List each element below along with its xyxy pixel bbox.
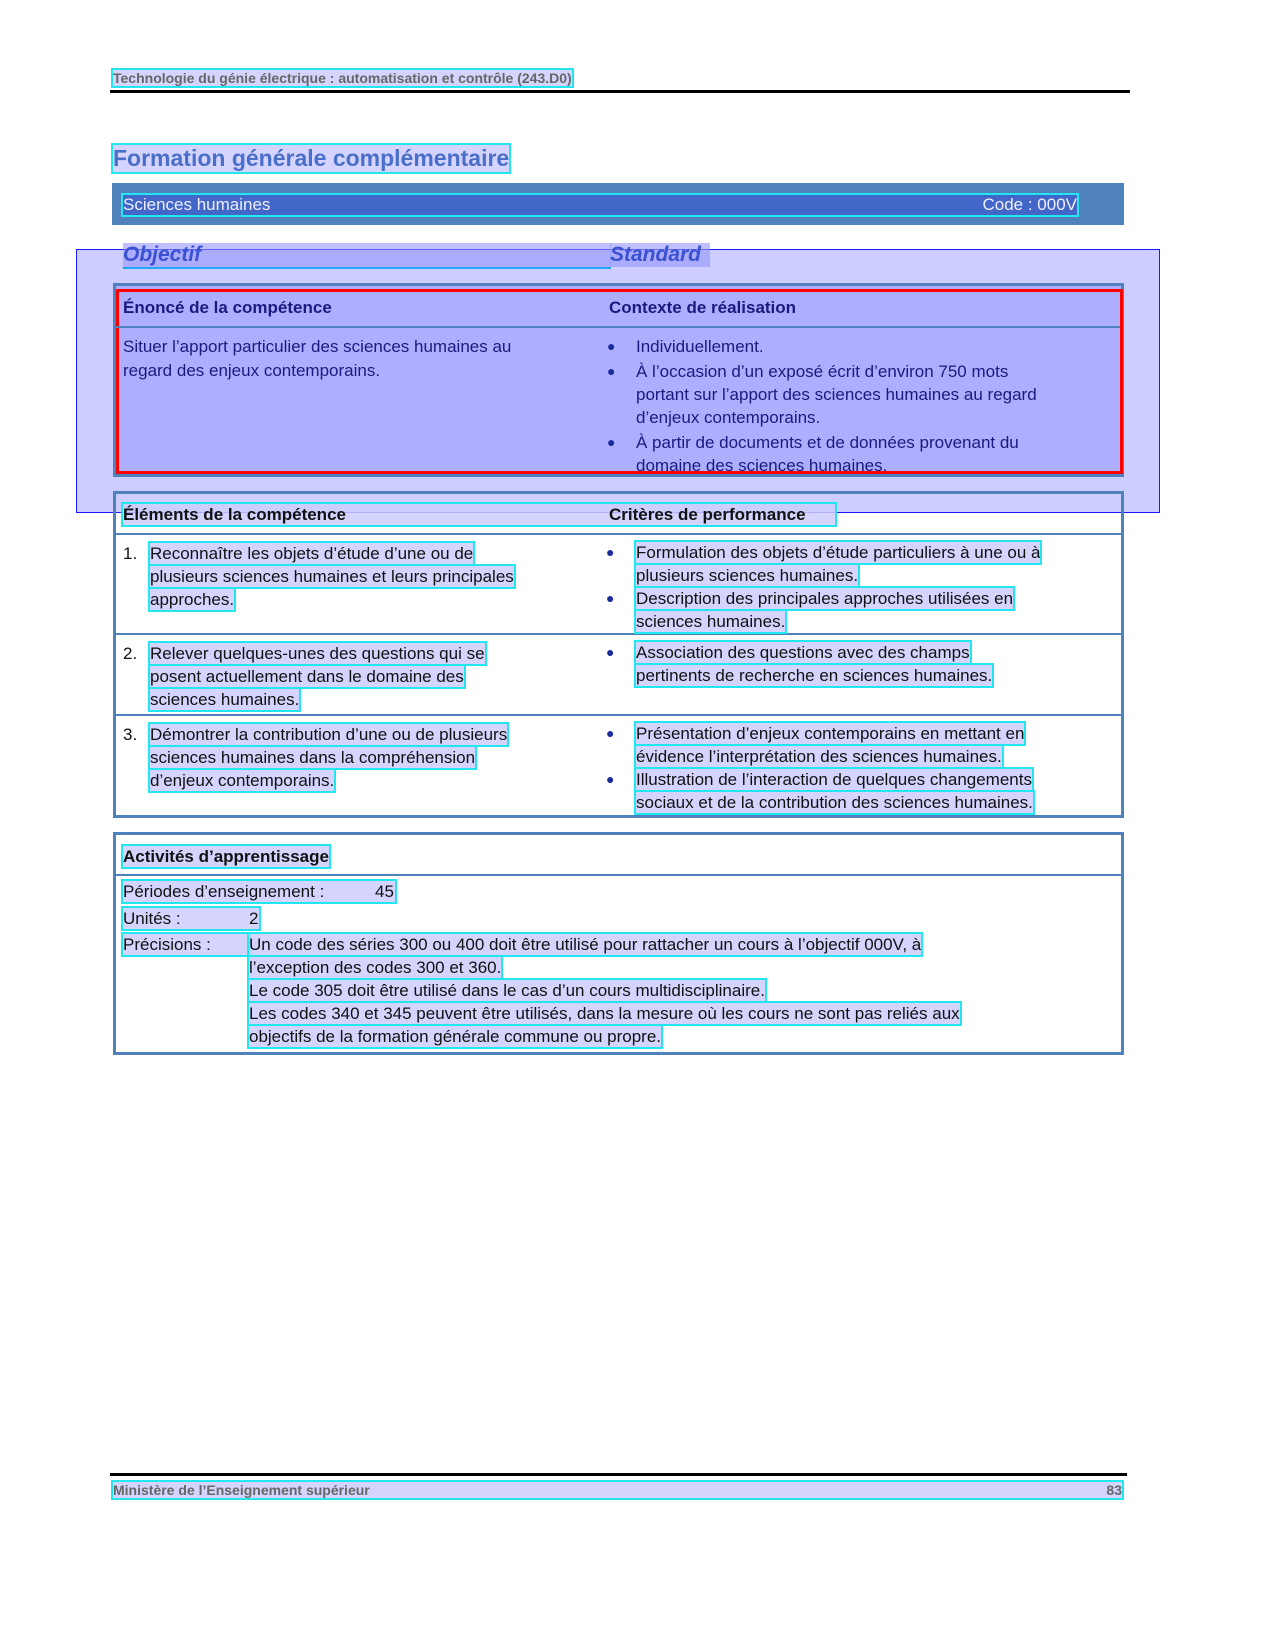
- criterion-line: plusieurs sciences humaines.: [636, 566, 859, 585]
- precision-line: Le code 305 doit être utilisé dans le cas d’un cours multidisciplinaire.: [249, 981, 765, 1000]
- criterion-line: sciences humaines.: [636, 612, 786, 631]
- element-line: d’enjeux contemporains.: [150, 771, 335, 790]
- periods-label: Périodes d’enseignement :: [123, 882, 325, 901]
- precision-line: Un code des séries 300 ou 400 doit être utilisé pour rattacher un cours à l’objectif 000V, à: [249, 935, 922, 954]
- element-line: posent actuellement dans le domaine des: [150, 667, 464, 686]
- statement-line: regard des enjeux contemporains.: [123, 361, 381, 380]
- context-line: d’enjeux contemporains.: [636, 408, 821, 427]
- context-line: domaine des sciences humaines.: [636, 456, 888, 475]
- context-line: À l’occasion d’un exposé écrit d’environ 750 mots: [636, 362, 1009, 381]
- element-line: sciences humaines.: [150, 690, 300, 709]
- precisions-label: Précisions :: [123, 934, 249, 955]
- criterion-line: Illustration de l’interaction de quelques changements: [636, 770, 1032, 789]
- bullet-icon: ●: [607, 338, 616, 354]
- subject-banner-text: [123, 195, 1077, 215]
- element-line: Relever quelques-unes des questions qui se: [150, 644, 485, 663]
- context-header: Contexte de réalisation: [609, 298, 797, 317]
- element-number: 2.: [123, 644, 138, 663]
- page-number: 83: [1106, 1482, 1122, 1498]
- divider: [113, 533, 1123, 535]
- units-row: [123, 908, 259, 929]
- context-line: À partir de documents et de données provenant du: [636, 433, 1019, 452]
- criterion-line: Association des questions avec des champs: [636, 643, 970, 662]
- footer: [113, 1482, 1122, 1498]
- criterion-line: sociaux et de la contribution des sciences humaines.: [636, 793, 1033, 812]
- periods-row: [123, 881, 395, 902]
- precision-line: l’exception des codes 300 et 360.: [249, 958, 502, 977]
- bullet-icon: ●: [606, 771, 615, 787]
- criterion-line: pertinents de recherche en sciences humaines.: [636, 666, 993, 685]
- elements-header: [123, 504, 835, 525]
- element-line: sciences humaines dans la compréhension: [150, 748, 476, 767]
- bullet-icon: ●: [606, 644, 615, 660]
- subject-name: Sciences humaines: [123, 195, 271, 214]
- bullet-icon: ●: [607, 434, 616, 450]
- bullet-icon: ●: [607, 363, 616, 379]
- footer-ministry: Ministère de l’Enseignement supérieur: [113, 1482, 370, 1498]
- statement-header: Énoncé de la compétence: [123, 298, 332, 317]
- standard-heading: Standard: [610, 243, 710, 267]
- header-rule: [110, 90, 1130, 93]
- page-title: Formation générale complémentaire: [113, 145, 510, 171]
- footer-rule: [110, 1473, 1127, 1476]
- subject-code: Code : 000V: [982, 195, 1077, 214]
- divider: [116, 326, 1120, 328]
- context-line: portant sur l’apport des sciences humaines au regard: [636, 385, 1037, 404]
- precision-line: Les codes 340 et 345 peuvent être utilisés, dans la mesure où les cours ne sont pas reliés aux: [249, 1004, 960, 1023]
- divider: [113, 874, 1123, 876]
- units-value: 2: [249, 909, 259, 928]
- element-line: Reconnaître les objets d’étude d’une ou de: [150, 544, 474, 563]
- bullet-icon: ●: [606, 725, 615, 741]
- criterion-line: évidence l’interprétation des sciences humaines.: [636, 747, 1002, 766]
- criteria-header: Critères de performance: [609, 505, 806, 524]
- criterion-line: Présentation d’enjeux contemporains en mettant en: [636, 724, 1025, 743]
- element-number: 3.: [123, 725, 138, 744]
- context-line: Individuellement.: [636, 337, 764, 356]
- objective-heading: Objectif: [123, 243, 611, 269]
- divider: [113, 714, 1123, 716]
- element-line: Démontrer la contribution d’une ou de plusieurs: [150, 725, 508, 744]
- periods-value: 45: [375, 882, 394, 901]
- activities-header: Activités d’apprentissage: [123, 847, 329, 866]
- element-line: approches.: [150, 590, 235, 609]
- bullet-icon: ●: [606, 544, 615, 560]
- bullet-icon: ●: [606, 590, 615, 606]
- criterion-line: Description des principales approches utilisées en: [636, 589, 1014, 608]
- running-header: Technologie du génie électrique : automatisation et contrôle (243.D0): [113, 70, 572, 86]
- element-line: plusieurs sciences humaines et leurs principales: [150, 567, 514, 586]
- elements-header-text: Éléments de la compétence: [123, 505, 346, 524]
- statement-line: Situer l’apport particulier des sciences humaines au: [123, 337, 512, 356]
- divider: [113, 633, 1123, 635]
- precision-line: objectifs de la formation générale commune ou propre.: [249, 1027, 662, 1046]
- criterion-line: Formulation des objets d’étude particuliers à une ou à: [636, 543, 1041, 562]
- element-number: 1.: [123, 544, 138, 563]
- units-label: Unités :: [123, 909, 181, 928]
